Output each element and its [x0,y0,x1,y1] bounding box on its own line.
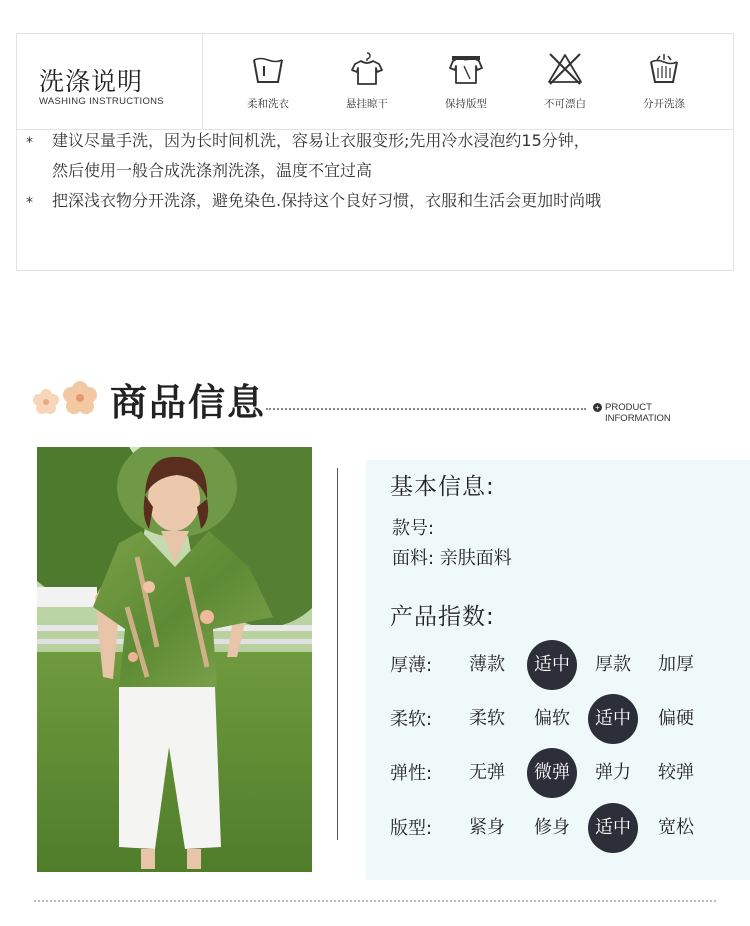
index-option: 偏硬 [658,708,694,729]
washing-subtitle: WASHING INSTRUCTIONS [39,96,164,107]
bullet-marker: * [26,135,33,151]
index-row-softness [390,694,730,744]
product-info-panel [366,460,750,880]
index-row-fit [390,803,730,853]
index-option: 无弹 [469,762,505,783]
washing-note-1-line-2: 然后使用一般合成洗涤剂洗涤，温度不宜过高 [52,161,373,180]
index-option: 修身 [534,817,570,838]
index-option: 柔软 [469,708,505,729]
washing-title-cell [17,34,203,129]
index-option: 紧身 [469,817,505,838]
flower-decoration-icon [30,378,106,418]
washing-item-shape-keep [421,52,511,114]
style-number: 款号: [392,518,435,539]
washing-note-1-continued [26,156,706,186]
index-row-thickness [390,640,730,690]
washing-notes [26,126,706,216]
index-option-selected: 适中 [588,694,638,744]
index-option: 弹力 [595,762,631,783]
washing-item-label: 分开洗涤 [643,98,685,110]
index-option-selected: 微弹 [527,748,577,798]
washing-item-separate-wash [619,52,709,114]
index-row-elasticity [390,748,730,798]
index-row-label: 柔软: [390,709,433,730]
product-info-title: 商品信息 [110,381,266,424]
index-option: 厚款 [595,654,631,675]
washing-header-row [17,34,733,130]
washing-note-2 [26,186,706,216]
index-option-selected: 适中 [588,803,638,853]
washing-item-hang-dry [322,52,412,114]
basic-info-title: 基本信息: [390,474,495,500]
fabric: 面料: 亲肤面料 [392,548,512,569]
index-option: 较弹 [658,762,694,783]
index-option: 宽松 [658,817,694,838]
index-option-selected: 适中 [527,640,577,690]
washing-item-no-bleach [520,52,610,114]
separate-wash-icon [646,52,682,86]
index-row-label: 厚薄: [390,655,433,676]
index-row-label: 弹性: [390,763,433,784]
bullet-marker: * [26,195,33,211]
model-photo-image [37,447,312,872]
washing-note-1-line-1: 建议尽量手洗，因为长时间机洗，容易让衣服变形;先用冷水浸泡约15分钟， [52,131,590,150]
hang-dry-icon [349,52,385,86]
washing-note-1 [26,126,706,156]
product-info-header [30,372,720,424]
washing-item-label: 保持版型 [445,98,487,110]
index-row-label: 版型: [390,818,433,839]
washing-item-hand-wash [223,52,313,114]
dotted-divider [266,408,586,410]
index-option: 偏软 [534,708,570,729]
washing-title: 洗涤说明 [39,67,144,96]
bottom-dotted-divider [34,900,716,902]
washing-item-label: 悬挂晾干 [346,98,388,110]
washing-note-2-text: 把深浅衣物分开洗涤，避免染色.保持这个良好习惯，衣服和生活会更加时尚哦 [52,191,602,210]
product-index-title: 产品指数: [390,604,495,630]
vertical-divider [337,468,338,840]
no-bleach-icon [547,52,583,86]
shape-keep-icon [448,52,484,86]
product-info-english: PRODUCT INFORMATION [605,402,671,424]
washing-item-label: 不可漂白 [544,98,586,110]
index-option: 加厚 [658,654,694,675]
washing-item-label: 柔和洗衣 [247,98,289,110]
plus-circle-icon: + [593,403,602,412]
washing-icon-row [223,52,723,114]
hand-wash-icon [250,52,286,86]
index-option: 薄款 [469,654,505,675]
product-photo [37,447,312,872]
